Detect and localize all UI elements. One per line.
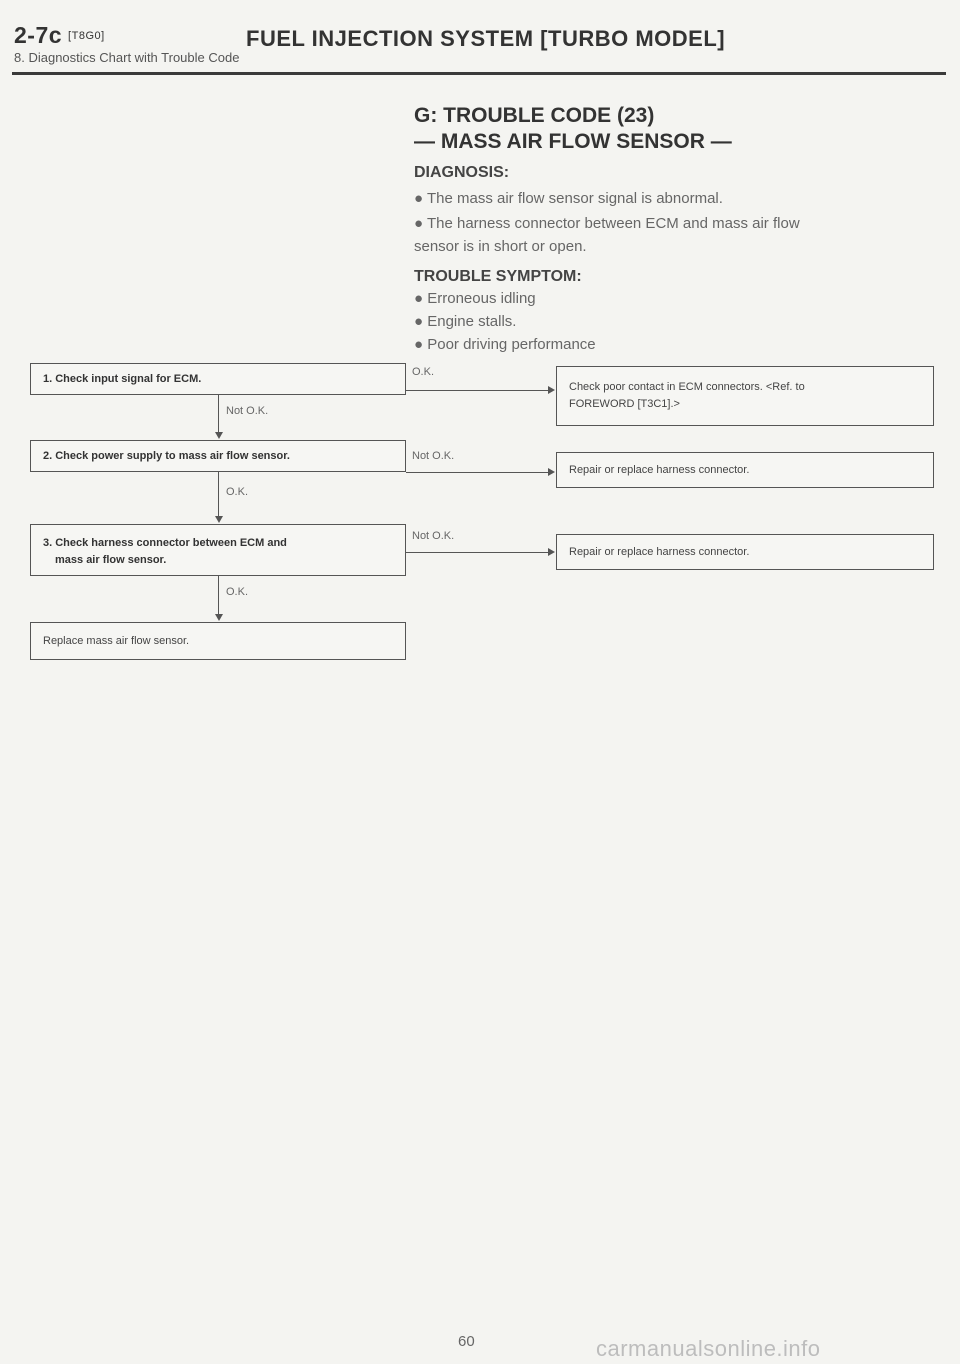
arrow-right-icon: [548, 468, 555, 476]
arrow-down-icon: [215, 516, 223, 523]
connector-line: [218, 472, 219, 516]
flow-step-final: Replace mass air flow sensor.: [30, 622, 406, 660]
flow-step-2: 2. Check power supply to mass air flow sensor.: [30, 440, 406, 472]
symptom-item: ● Erroneous idling: [414, 290, 536, 307]
flow-result-2: Repair or replace harness connector.: [556, 452, 934, 488]
arrow-right-icon: [548, 548, 555, 556]
diagnosis-heading: DIAGNOSIS:: [414, 164, 510, 181]
page-number: 60: [458, 1333, 475, 1350]
connector-line: [218, 576, 219, 614]
diagnosis-item-continuation: sensor is in short or open.: [414, 238, 587, 255]
flow-result-1: Check poor contact in ECM connectors. <Ref. to FOREWORD [T3C1].>: [556, 366, 934, 426]
diagnosis-item: ● The mass air flow sensor signal is abnormal.: [414, 190, 723, 207]
symptom-item: ● Engine stalls.: [414, 313, 517, 330]
flow-label-ok: O.K.: [226, 486, 249, 498]
connector-line: [406, 390, 548, 391]
page-title: FUEL INJECTION SYSTEM [TURBO MODEL]: [246, 26, 726, 51]
section-code: 2-7c [T8G0]: [14, 22, 105, 48]
symptom-item: ● Poor driving performance: [414, 336, 596, 353]
flow-result-3: Repair or replace harness connector.: [556, 534, 934, 570]
section-subtitle: — MASS AIR FLOW SENSOR —: [414, 130, 732, 153]
page-subtitle: 8. Diagnostics Chart with Trouble Code: [14, 50, 240, 65]
flow-label-not-ok: Not O.K.: [412, 450, 455, 462]
flow-label-not-ok: Not O.K.: [412, 530, 455, 542]
section-title: G: TROUBLE CODE (23): [414, 104, 655, 127]
watermark: carmanualsonline.info: [596, 1336, 821, 1361]
arrow-down-icon: [215, 432, 223, 439]
flow-label-not-ok: Not O.K.: [226, 405, 269, 417]
connector-line: [218, 395, 219, 432]
flow-label-ok: O.K.: [226, 586, 249, 598]
arrow-right-icon: [548, 386, 555, 394]
symptom-heading: TROUBLE SYMPTOM:: [414, 268, 582, 285]
connector-line: [406, 552, 548, 553]
flow-step-1: 1. Check input signal for ECM.: [30, 363, 406, 395]
flow-step-3: 3. Check harness connector between ECM and mass air flow sensor.: [30, 524, 406, 576]
diagnosis-item: ● The harness connector between ECM and mass air flow: [414, 215, 800, 232]
connector-line: [406, 472, 548, 473]
arrow-down-icon: [215, 614, 223, 621]
section-code-tag: [T8G0]: [68, 30, 105, 42]
flow-label-ok: O.K.: [412, 366, 435, 378]
header-divider: [12, 72, 946, 75]
